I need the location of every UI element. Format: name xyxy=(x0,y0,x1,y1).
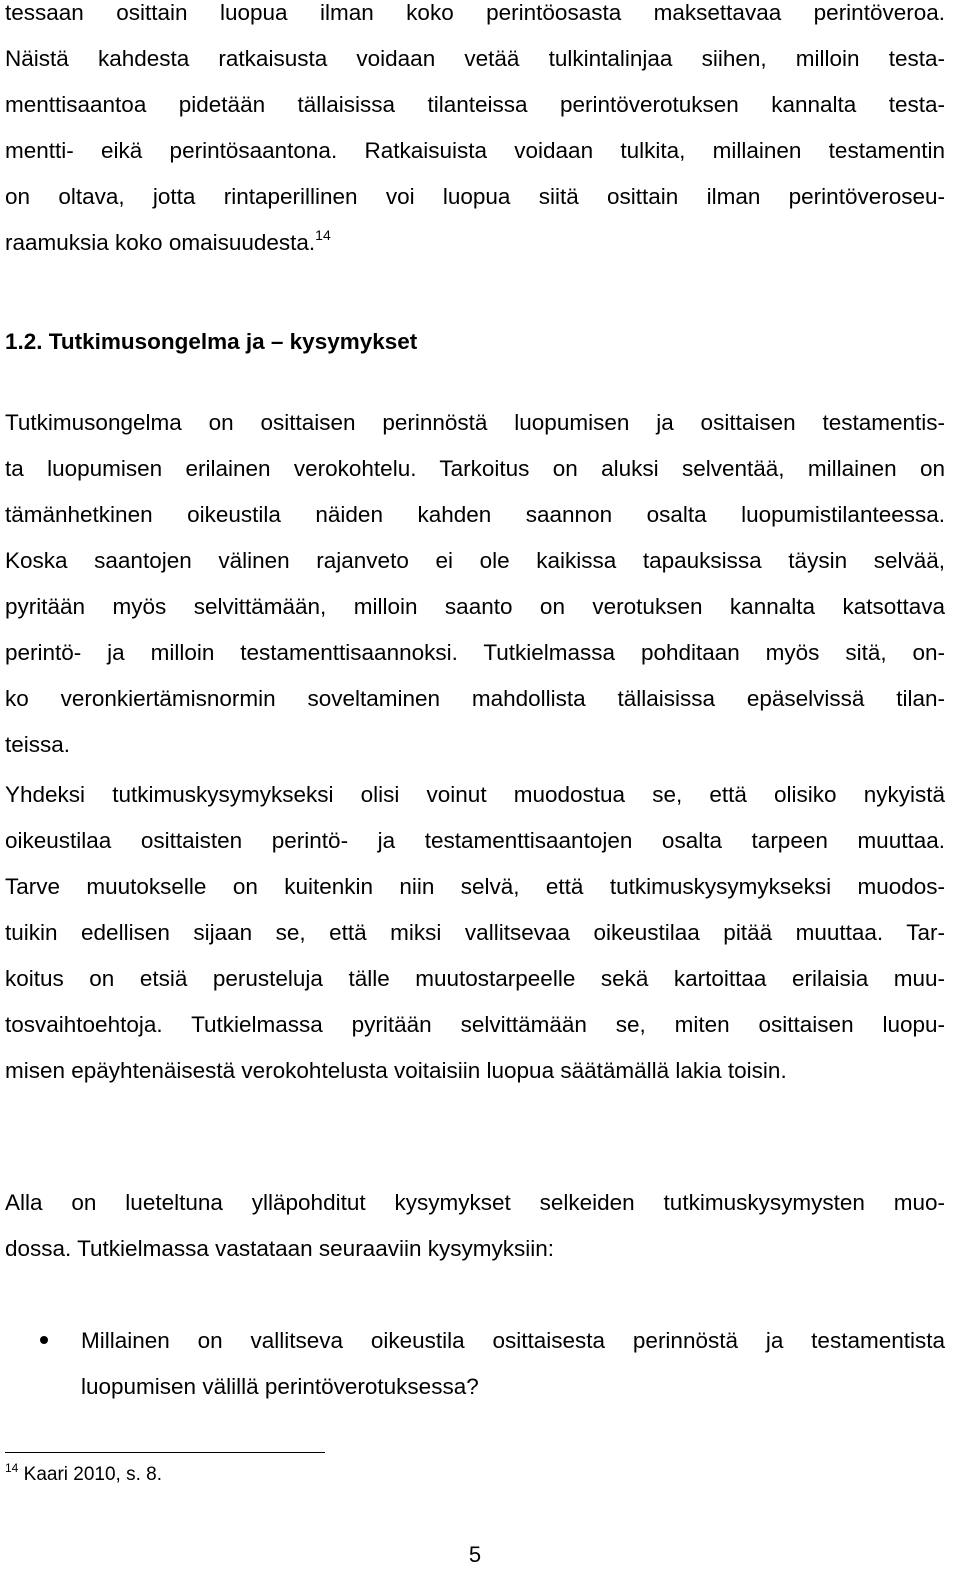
footnote-separator xyxy=(5,1452,325,1453)
text-line: dossa. Tutkielmassa vastataan seuraaviin kysymyksiin: xyxy=(5,1236,554,1261)
text-line: ta luopumisen erilainen verokohtelu. Tarkoitus on aluksi selventää, millainen on xyxy=(5,456,945,481)
text-line: menttisaantoa pidetään tällaisissa tilanteissa perintöverotuksen kannalta testa- xyxy=(5,92,945,117)
text-line-content: raamuksia koko omaisuudesta. xyxy=(5,230,316,255)
paragraph-4 xyxy=(5,1180,945,1272)
footnote-text: Kaari 2010, s. 8. xyxy=(23,1464,163,1485)
paragraph-3 xyxy=(5,772,945,1094)
text-line: perintö- ja milloin testamenttisaannoksi. Tutkielmassa pohditaan myös sitä, on- xyxy=(5,640,945,665)
text-line: koitus on etsiä perusteluja tälle muutostarpeelle sekä kartoittaa erilaisia muu- xyxy=(5,966,945,991)
text-line: Yhdeksi tutkimuskysymykseksi olisi voinut muodostua se, että olisiko nykyistä xyxy=(5,782,945,807)
question-list xyxy=(5,1318,945,1410)
text-line: luopumisen välillä perintöverotuksessa? xyxy=(81,1374,479,1399)
list-item xyxy=(5,1318,945,1410)
page-number: 5 xyxy=(468,1542,482,1567)
text-line: Tarve muutokselle on kuitenkin niin selvä, että tutkimuskysymykseksi muodos- xyxy=(5,874,945,899)
text-line: oikeustilaa osittaisten perintö- ja testamenttisaantojen osalta tarpeen muuttaa. xyxy=(5,828,945,853)
text-line: mentti- eikä perintösaantona. Ratkaisuista voidaan tulkita, millainen testamentin xyxy=(5,138,945,163)
footnote xyxy=(5,1462,162,1488)
text-line: teissa. xyxy=(5,732,71,757)
text-line: tuikin edellisen sijaan se, että miksi vallitsevaa oikeustilaa pitää muuttaa. Tar- xyxy=(5,920,945,945)
text-line: Millainen on vallitseva oikeustila osittaisesta perinnöstä ja testamentista xyxy=(81,1328,945,1353)
text-line: tessaan osittain luopua ilman koko perintöosasta maksettavaa perintöveroa. xyxy=(5,0,945,25)
text-line: Näistä kahdesta ratkaisusta voidaan vetää tulkintalinjaa siihen, milloin testa- xyxy=(5,46,945,71)
text-line: tämänhetkinen oikeustila näiden kahden saannon osalta luopumistilanteessa. xyxy=(5,502,945,527)
text-line: pyritään myös selvittämään, milloin saanto on verotuksen kannalta katsottava xyxy=(5,594,945,619)
text-line: misen epäyhtenäisestä verokohtelusta voitaisiin luopua säätämällä lakia toisin. xyxy=(5,1058,787,1083)
bullet-icon xyxy=(40,1336,48,1344)
text-line xyxy=(5,220,945,266)
text-line: Koska saantojen välinen rajanveto ei ole kaikissa tapauksissa täysin selvää, xyxy=(5,548,945,573)
section-heading: 1.2. Tutkimusongelma ja – kysymykset xyxy=(5,329,418,354)
paragraph-1 xyxy=(5,0,945,266)
text-line: Tutkimusongelma on osittaisen perinnöstä luopumisen ja osittaisen testamentis- xyxy=(5,410,945,435)
text-line: Alla on lueteltuna ylläpohditut kysymykset selkeiden tutkimuskysymysten muo- xyxy=(5,1190,945,1215)
footnote-reference[interactable]: 14 xyxy=(315,227,331,243)
text-line: on oltava, jotta rintaperillinen voi luopua siitä osittain ilman perintöveroseu- xyxy=(5,184,945,209)
footnote-number: 14 xyxy=(5,1461,19,1475)
text-line: ko veronkiertämisnormin soveltaminen mahdollista tällaisissa epäselvissä tilan- xyxy=(5,686,945,711)
paragraph-2 xyxy=(5,400,945,768)
text-line: tosvaihtoehtoja. Tutkielmassa pyritään selvittämään se, miten osittaisen luopu- xyxy=(5,1012,945,1037)
